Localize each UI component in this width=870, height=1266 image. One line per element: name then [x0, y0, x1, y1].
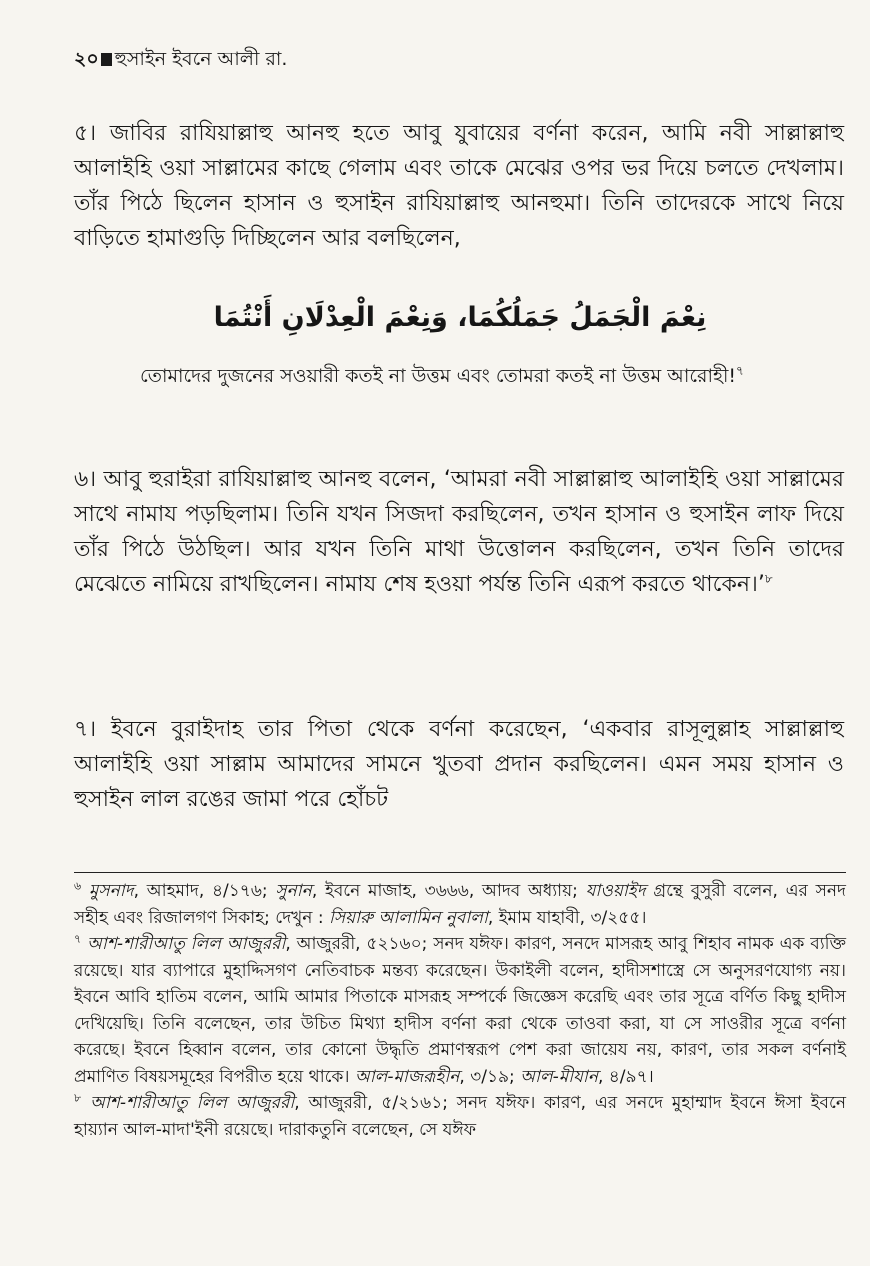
footnote-text: , ইমাম যাহাবী, ৩/২৫৫।: [487, 907, 647, 928]
source-title: আশ-শারীআতু লিল আজুররী: [89, 1093, 295, 1113]
hadith-paragraph-6: [74, 462, 844, 602]
source-title: মুসনাদ: [88, 881, 134, 901]
footnote-text: গ্রন্থে বুসুরী বলেন, এর সনদ সহীহ এবং রিজালগণ সিকাহ; দেখুন :: [74, 881, 846, 928]
source-title: আশ-শারীআতু লিল আজুররী: [87, 934, 286, 954]
paragraph-text: ৭। ইবনে বুরাইদাহ তার পিতা থেকে বর্ণনা করেছেন, ‘একবার রাসূলুল্লাহ সাল্লাল্লাহু আলাইহি ওয়া সাল্লাম আমাদের সামনে খুতবা প্রদান করছিলেন। এমন সময় হাসান ও হুসাইন লাল রঙের জামা পরে হোঁচট: [74, 717, 844, 812]
source-title: সুনান: [275, 881, 312, 901]
arabic-quote: نِعْمَ الْجَمَلُ جَمَلُكُمَا، وَنِعْمَ الْعِدْلَانِ أَنْتُمَا: [213, 302, 707, 333]
source-title: আল-মাজরূহীন: [354, 1066, 460, 1087]
running-header: [74, 46, 287, 72]
translation-text: তোমাদের দুজনের সওয়ারী কতই না উত্তম এবং তোমরা কতই না উত্তম আরোহী!: [140, 365, 736, 387]
paragraph-text: ৬। আবু হুরাইরা রাযিয়াল্লাহু আনহু বলেন, ‘আমরা নবী সাল্লাল্লাহু আলাইহি ওয়া সাল্লামের সাথে নামায পড়ছিলাম। তিনি যখন সিজদা করছিলেন, তখন হাসান ও হুসাইন লাফ দিয়ে তাঁর পিঠে উঠছিল। আর যখন তিনি মাথা উত্তোলন করছিলেন, তখন তিনি তাদের মেঝেতে নামিয়ে রাখছিলেন। নামায শেষ হওয়া পর্যন্ত তিনি এরূপ করতে থাকেন।’: [74, 467, 844, 597]
hadith-paragraph-5: [74, 116, 844, 256]
footnote-ref[interactable]: ৭: [736, 363, 744, 378]
footnote-8: [74, 1090, 846, 1143]
footnote-6: [74, 878, 846, 931]
footnote-text: , ৪/৯৭।: [597, 1066, 654, 1087]
source-title: সিয়ারু আলামিন নুবালা: [328, 907, 488, 928]
paragraph-text: ৫। জাবির রাযিয়াল্লাহু আনহু হতে আবু যুবায়ের বর্ণনা করেন, আমি নবী সাল্লাল্লাহু আলাইহি ওয়া সাল্লামের কাছে গেলাম এবং তাকে মেঝের ওপর ভর দিয়ে চলতে দেখলাম। তাঁর পিঠে ছিলেন হাসান ও হুসাইন রাযিয়াল্লাহু আনহুমা। তিনি তাদেরকে সাথে নিয়ে বাড়িতে হামাগুড়ি দিচ্ছিলেন আর বলছিলেন,: [74, 121, 844, 251]
footnote-text: , ইবনে মাজাহ, ৩৬৬৬, আদব অধ্যায়;: [311, 881, 586, 901]
footnote-number: ৮: [74, 1091, 82, 1105]
footnote-number: ৭: [74, 932, 82, 946]
footnote-number: ৬: [74, 879, 82, 893]
footnotes: [74, 878, 846, 1143]
footnote-7: [74, 931, 846, 1090]
footnote-text: , ৩/১৯;: [459, 1066, 521, 1087]
source-title: যাওয়াইদ: [585, 881, 646, 901]
hadith-paragraph-7: [74, 712, 844, 817]
chapter-title: হুসাইন ইবনে আলী রা.: [114, 48, 288, 70]
footnote-text: , আজুররী, ৫২১৬০; সনদ যঈফ। কারণ, সনদে মাসরূহ আবু শিহাব নামক এক ব্যক্তি রয়েছে। যার ব্যাপারে মুহাদ্দিসগণ নেতিবাচক মন্তব্য করেছেন। উকাইলী বলেন, হাদীসশাস্ত্রে সে অনুসরণযোগ্য নয়। ইবনে আবি হাতিম বলেন, আমি আমার পিতাকে মাসরূহ সম্পর্কে জিজ্ঞেস করেছি এবং তার সূত্রে বর্ণিত কিছু হাদীস দেখিয়েছি। তিনি বলেছেন, তার উচিত মিথ্যা হাদীস বর্ণনা করা থেকে তাওবা করা, যা সে সাওরীর সূত্রে বর্ণনা করেছে। ইবনে হিব্বান বলেন, তার কোনো উদ্ধৃতি প্রমাণস্বরূপ পেশ করা জায়েয নয়, কারণ, তার সকল বর্ণনাই প্রমাণিত বিষয়সমূহের বিপরীত হয়ে থাকে।: [74, 934, 847, 1087]
page-number: ২০: [74, 48, 99, 70]
footnote-text: , আজুররী, ৫/২১৬১; সনদ যঈফ। কারণ, এর সনদে মুহাম্মাদ ইবনে ঈসা ইবনে হায়্যান আল-মাদা'ইনী রয়েছে। দারাকতুনি বলেছেন, সে যঈফ: [74, 1093, 847, 1140]
source-title: আল-মীযান: [520, 1066, 598, 1087]
square-bullet-icon: [101, 53, 112, 66]
footnote-text: , আহমাদ, ৪/১৭৬;: [133, 881, 276, 901]
arabic-translation: [140, 362, 780, 391]
footnote-divider: [74, 872, 846, 873]
footnote-ref[interactable]: ৮: [764, 571, 773, 586]
